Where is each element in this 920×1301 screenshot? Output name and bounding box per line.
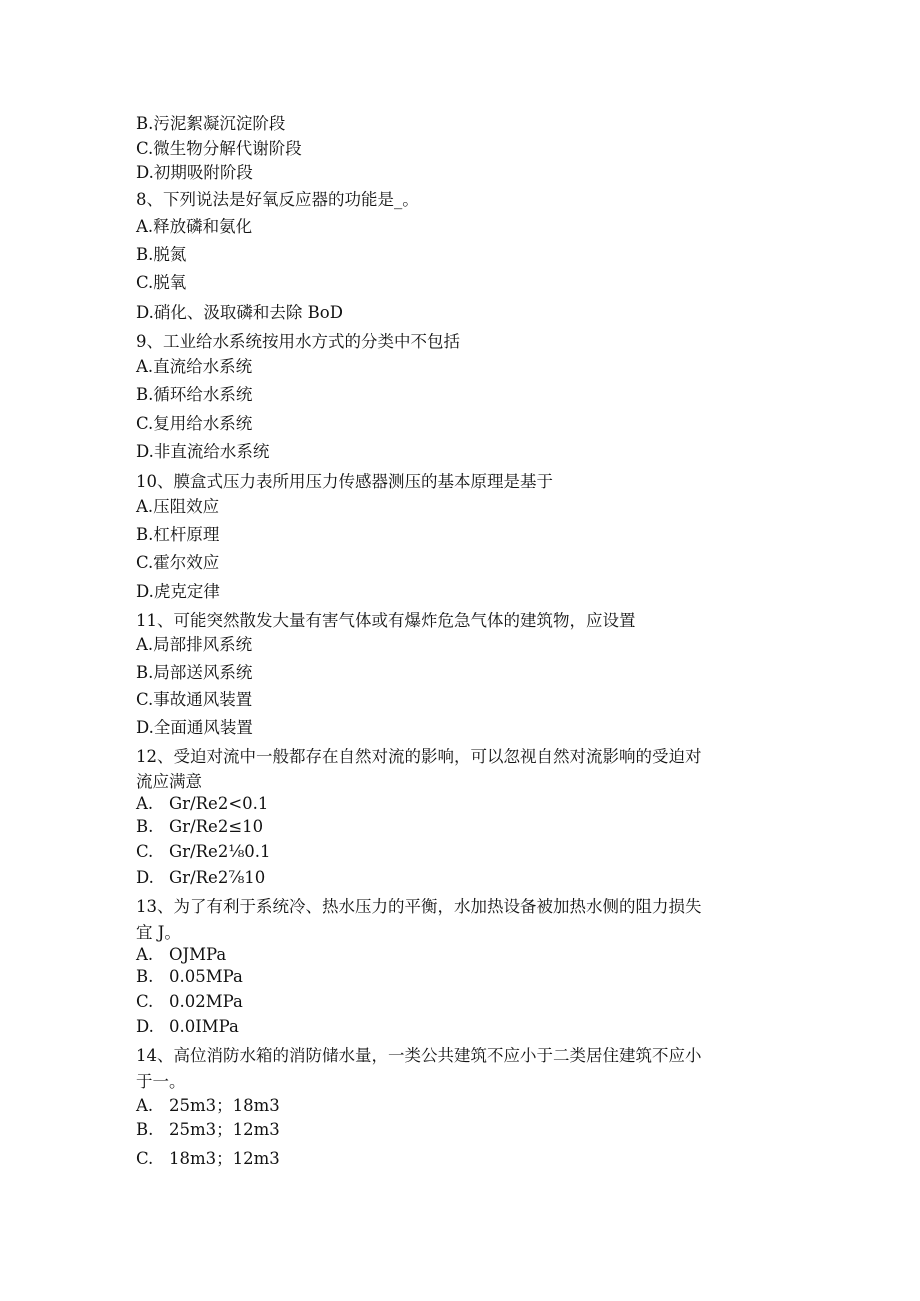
option-text: 0.0IMPa — [169, 1017, 239, 1036]
question-14-stem-line-2: 于一。 — [136, 1072, 186, 1091]
option-text: 25m3；12m3 — [169, 1120, 280, 1139]
option-text: Gr/Re2⅞10 — [169, 868, 266, 887]
question-10-option-d: D.虎克定律 — [136, 582, 220, 601]
option-text: Gr/Re2<0.1 — [169, 794, 269, 813]
question-10-option-b: B.杠杆原理 — [136, 525, 220, 544]
question-14-option-b — [136, 1119, 280, 1141]
question-8-stem: 8、下列说法是好氧反应器的功能是_。 — [136, 190, 419, 209]
question-10-option-c: C.霍尔效应 — [136, 553, 220, 572]
option-text: 0.05MPa — [169, 967, 243, 986]
option-b-prev: B.污泥絮凝沉淀阶段 — [136, 114, 286, 133]
question-10-stem: 10、膜盒式压力表所用压力传感器测压的基本原理是基于 — [136, 472, 553, 491]
option-text: 18m3；12m3 — [169, 1149, 280, 1168]
option-d-prev: D.初期吸附阶段 — [136, 163, 253, 182]
option-letter: D. — [136, 1017, 154, 1036]
option-letter: A. — [136, 945, 154, 964]
question-14-option-c — [136, 1148, 280, 1170]
option-letter: A. — [136, 794, 154, 813]
question-11-option-b: B.局部送风系统 — [136, 663, 253, 682]
option-letter: B. — [136, 967, 154, 986]
question-12-option-d — [136, 867, 265, 889]
question-11-option-c: C.事故通风装置 — [136, 690, 253, 709]
question-13-option-c — [136, 991, 243, 1013]
question-9-option-c: C.复用给水系统 — [136, 414, 253, 433]
question-12-option-b — [136, 816, 263, 838]
option-letter: D. — [136, 868, 154, 887]
option-letter: C. — [136, 1149, 154, 1168]
option-letter: A. — [136, 1096, 154, 1115]
question-13-stem-line-1: 13、为了有利于系统冷、热水压力的平衡，水加热设备被加热水侧的阻力损失 — [136, 897, 702, 916]
question-9-option-b: B.循环给水系统 — [136, 385, 253, 404]
question-8-option-c: C.脱氧 — [136, 273, 187, 292]
question-12-stem-line-2: 流应满意 — [136, 772, 202, 791]
option-text: Gr/Re2≤10 — [169, 817, 264, 836]
option-text: 25m3；18m3 — [169, 1096, 280, 1115]
question-13-option-d — [136, 1016, 239, 1038]
question-14-stem-line-1: 14、高位消防水箱的消防储水量，一类公共建筑不应小于二类居住建筑不应小 — [136, 1046, 702, 1065]
question-8-option-d: D.硝化、汲取磷和去除 BoD — [136, 303, 343, 322]
question-13-option-a — [136, 944, 226, 966]
question-11-stem: 11、可能突然散发大量有害气体或有爆炸危急气体的建筑物，应设置 — [136, 611, 636, 630]
question-14-option-a — [136, 1095, 280, 1117]
option-letter: B. — [136, 817, 154, 836]
option-letter: C. — [136, 842, 154, 861]
question-9-stem: 9、工业给水系统按用水方式的分类中不包括 — [136, 332, 460, 351]
question-13-stem-line-2: 宜 J。 — [136, 923, 181, 942]
question-12-option-c — [136, 841, 271, 863]
question-11-option-a: A.局部排风系统 — [136, 635, 253, 654]
question-13-option-b — [136, 966, 243, 988]
option-text: OJMPa — [169, 945, 227, 964]
question-8-option-b: B.脱氮 — [136, 245, 187, 264]
option-letter: C. — [136, 992, 154, 1011]
question-12-option-a — [136, 793, 268, 815]
question-10-option-a: A.压阻效应 — [136, 497, 220, 516]
question-11-option-d: D.全面通风装置 — [136, 718, 253, 737]
question-9-option-a: A.直流给水系统 — [136, 357, 253, 376]
option-letter: B. — [136, 1120, 154, 1139]
question-8-option-a: A.释放磷和氨化 — [136, 217, 253, 236]
option-text: Gr/Re2⅛0.1 — [169, 842, 271, 861]
question-12-stem-line-1: 12、受迫对流中一般都存在自然对流的影响，可以忽视自然对流影响的受迫对 — [136, 747, 702, 766]
option-text: 0.02MPa — [169, 992, 243, 1011]
question-9-option-d: D.非直流给水系统 — [136, 442, 270, 461]
option-c-prev: C.微生物分解代谢阶段 — [136, 139, 302, 158]
